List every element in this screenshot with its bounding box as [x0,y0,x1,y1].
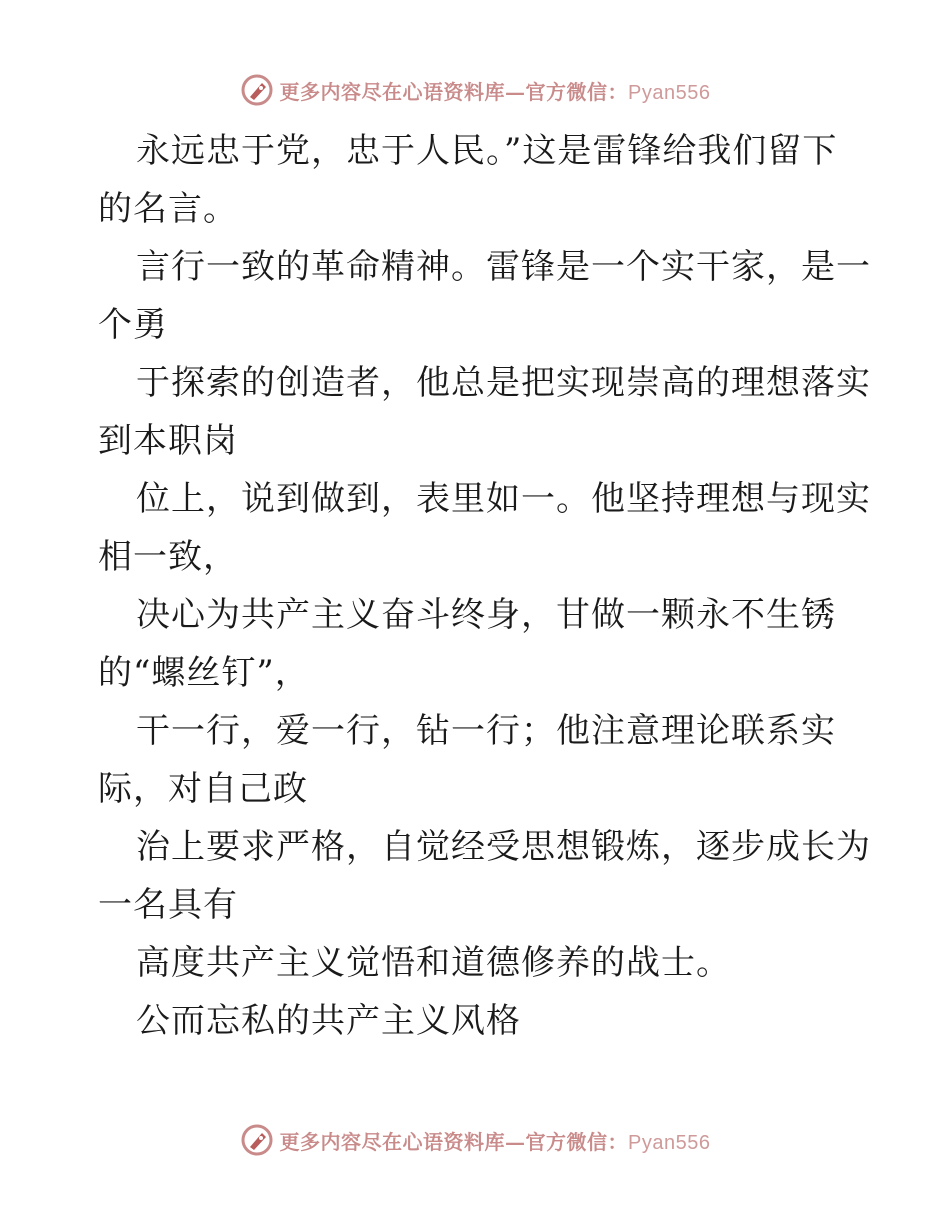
text-line: 一名具有 [98,885,238,925]
text-line: 的“螺丝钉”， [98,653,310,693]
text-line: 治上要求严格，自觉经受思想锻炼，逐步成长为 [136,827,871,867]
document-body [98,122,871,1050]
text-line: 位上，说到做到，表里如一。他坚持理想与现实 [136,479,871,519]
text-line: 公而忘私的共产主义风格 [136,1001,521,1041]
text-line: 的名言。 [98,189,238,229]
text-line: 干一行，爱一行，钻一行；他注意理论联系实 [136,711,836,751]
text-line: 个勇 [98,305,168,345]
footer-watermark [0,1120,950,1160]
pen-nib-logo-icon [240,1123,274,1157]
text-line: 到本职岗 [98,421,238,461]
watermark-text: 更多内容尽在心语资料库—官方微信：Pyan556 [279,79,711,104]
text-line: 于探索的创造者，他总是把实现崇高的理想落实 [136,363,871,403]
watermark-text: 更多内容尽在心语资料库—官方微信：Pyan556 [279,1129,711,1154]
text-line: 决心为共产主义奋斗终身，甘做一颗永不生锈 [136,595,836,635]
text-line: 相一致， [98,537,238,577]
pen-nib-logo-icon [240,73,274,107]
text-line: 际，对自己政 [98,769,308,809]
text-line: 永远忠于党，忠于人民。”这是雷锋给我们留下 [136,131,838,171]
header-watermark [0,70,950,110]
text-line: 言行一致的革命精神。雷锋是一个实干家，是一 [136,247,871,287]
text-line: 高度共产主义觉悟和道德修养的战士。 [136,943,731,983]
